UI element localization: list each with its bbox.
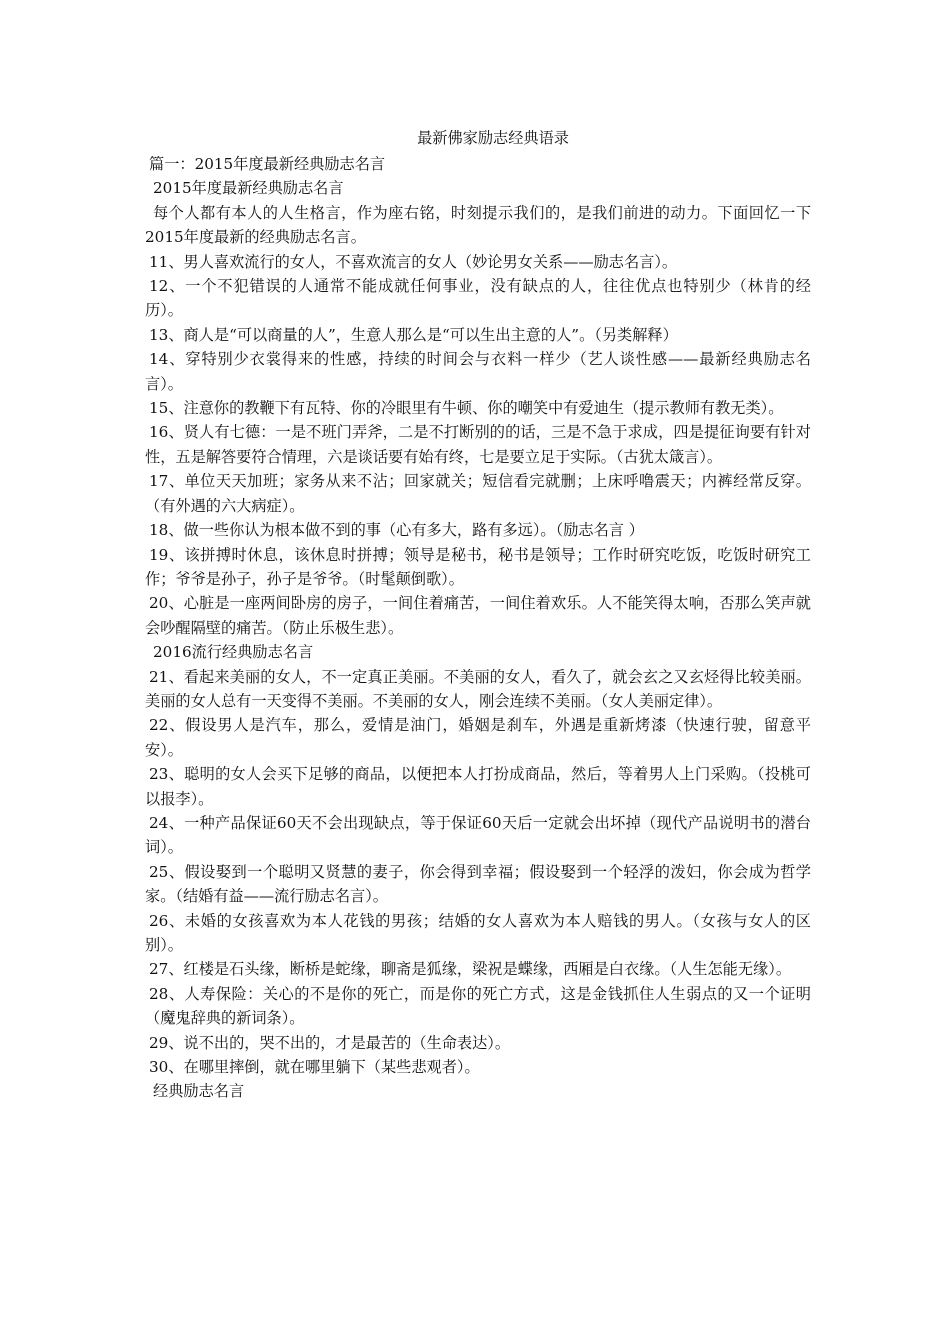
quote-item: 29、说不出的，哭不出的，才是最苦的（生命表达）。: [149, 1033, 511, 1052]
quote-item: 17、单位天天加班；家务从来不沾；回家就关；短信看完就删；上床呼噜震天；内裤经常反穿。（有外遇的六大病症）。: [145, 472, 811, 515]
quote-item: 16、贤人有七德：一是不班门弄斧，二是不打断别的的话，三是不急于求成，四是提征询要有针对性，五是解答要符合情理，六是谈话要有始有终，七是要立足于实际。（古犹太箴言）。: [145, 423, 811, 466]
document-body: [145, 124, 811, 1104]
intro-paragraph: 每个人都有本人的人生格言，作为座右铭，时刻提示我们的，是我们前进的动力。下面回忆一下2015年度最新的经典励志名言。: [145, 203, 811, 247]
quote-item: 20、心脏是一座两间卧房的房子，一间住着痛苦，一间住着欢乐。人不能笑得太响，否那么笑声就会吵醒隔壁的痛苦。（防止乐极生悲）。: [145, 594, 811, 637]
quote-item: 11、男人喜欢流行的女人，不喜欢流言的女人（妙论男女关系——励志名言）。: [149, 252, 678, 271]
quote-item: 14、穿特别少衣裳得来的性感，持续的时间会与衣料一样少（艺人谈性感——最新经典励志名言）。: [145, 350, 811, 393]
section-heading: 篇一：2015年度最新经典励志名言: [149, 155, 386, 173]
quote-item: 21、看起来美丽的女人，不一定真正美丽。不美丽的女人，看久了，就会玄之又玄烃得比较美丽。美丽的女人总有一天变得不美丽。不美丽的女人，刚会连续不美丽。（女人美丽定律）。: [145, 667, 811, 710]
quote-item: 13、商人是“可以商量的人”，生意人那么是“可以生出主意的人”。（另类解释）: [149, 325, 678, 344]
quote-item: 12、一个不犯错误的人通常不能成就任何事业，没有缺点的人，往往优点也特别少（林肯的经历）。: [145, 277, 811, 320]
quote-item: 30、在哪里摔倒，就在哪里躺下（某些悲观者）。: [149, 1058, 480, 1077]
quote-item: 25、假设娶到一个聪明又贤慧的妻子，你会得到幸福；假设娶到一个轻浮的泼妇，你会成为哲学家。（结婚有益——流行励志名言）。: [145, 862, 811, 906]
footer-heading: 经典励志名言: [153, 1082, 245, 1101]
quote-item: 23、聪明的女人会买下足够的商品，以便把本人打扮成商品，然后，等着男人上门采购。（投桃可以报李）。: [145, 765, 811, 808]
quote-item: 15、注意你的教鞭下有瓦特、你的冷眼里有牛顿、你的嘲笑中有爱迪生（提示教师有教无类）。: [149, 399, 784, 418]
quote-item: 28、人寿保险：关心的不是你的死亡，而是你的死亡方式，这是金钱抓住人生弱点的又一个证明（魔鬼辞典的新词条）。: [145, 984, 811, 1028]
sub-heading: 2015年度最新经典励志名言: [153, 179, 344, 198]
document-title: 最新佛家励志经典语录: [417, 129, 569, 147]
quote-item: 26、未婚的女孩喜欢为本人花钱的男孩；结婚的女人喜欢为本人赔钱的男人。（女孩与女人的区别）。: [145, 911, 811, 954]
quote-item: 19、该拼搏时休息，该休息时拼搏；领导是秘书，秘书是领导；工作时研究吃饭，吃饭时研究工作；爷爷是孙子，孙子是爷爷。（时髦颠倒歌）。: [145, 545, 811, 588]
quote-item: 18、做一些你认为根本做不到的事（心有多大，路有多远）。（励志名言 ）: [149, 521, 644, 540]
quote-item: 27、红楼是石头缘，断桥是蛇缘，聊斋是狐缘，梁祝是蝶缘，西厢是白衣缘。（人生怎能无缘）。: [149, 960, 792, 979]
sub-heading-2016: 2016流行经典励志名言: [153, 643, 314, 662]
quote-item: 22、假设男人是汽车，那么，爱情是油门，婚姻是刹车，外遇是重新烤漆（快速行驶，留意平安）。: [145, 716, 811, 759]
quote-item: 24、一种产品保证60天不会出现缺点，等于保证60天后一定就会出坏掉（现代产品说明书的潜台词）。: [145, 813, 811, 857]
